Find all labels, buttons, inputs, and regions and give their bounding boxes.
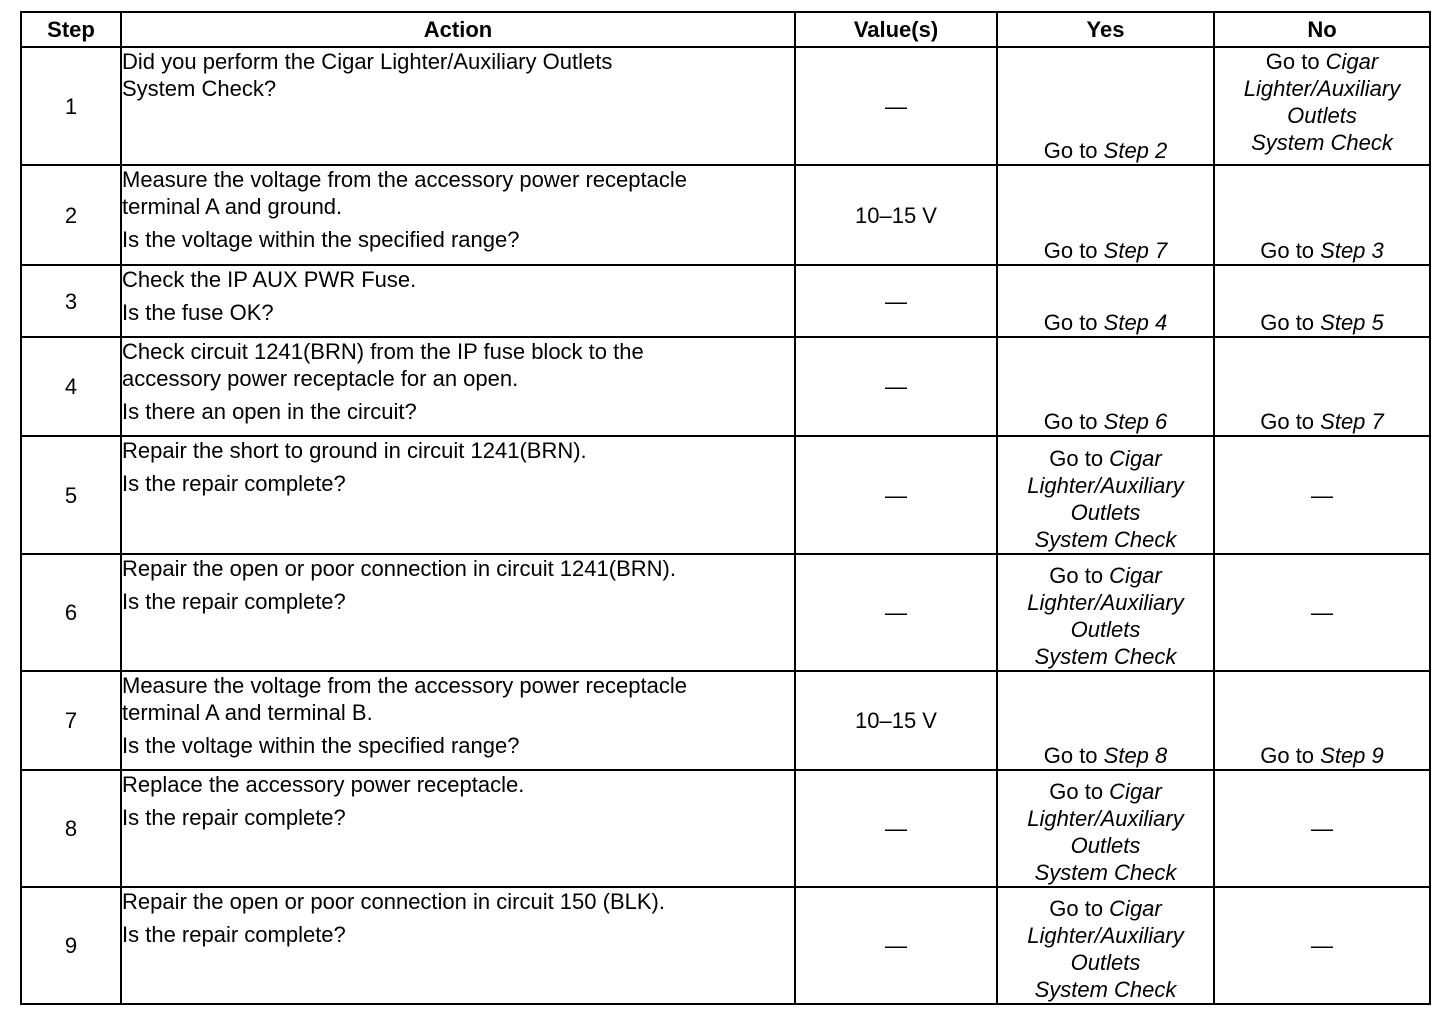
action-line: Check circuit 1241(BRN) from the IP fuse block to the [122,339,644,364]
action-line: Measure the voltage from the accessory power receptacle [122,167,687,192]
yes-target: Step 4 [1103,310,1168,335]
yes-goto-text: Go to [1043,138,1104,163]
header-step: Step [21,12,121,47]
yes-target: Step 6 [1103,409,1168,434]
action-cell [121,554,795,671]
yes-target: Step 7 [1103,238,1168,263]
no-goto-text: Go to [1260,743,1321,768]
yes-cell [997,436,1214,554]
header-yes: Yes [997,12,1214,47]
yes-cell [997,671,1214,770]
no-goto-text: Go to [1265,49,1326,74]
yes-goto-line [998,445,1213,472]
action-cell [121,337,795,436]
value-cell: — [795,436,997,554]
step-number: 4 [21,337,121,436]
header-action: Action [121,12,795,47]
diagnostic-table [20,11,1431,1005]
yes-cell [997,265,1214,337]
yes-cell [997,887,1214,1004]
yes-target: Step 2 [1103,138,1168,163]
yes-goto-line [998,895,1213,922]
yes-target-line: Outlets [1070,500,1141,525]
yes-goto-text: Go to [1049,563,1110,588]
action-question: Is the voltage within the specified range? [122,227,520,252]
yes-cell [997,554,1214,671]
no-cell [1214,47,1430,165]
table-row [21,265,1430,337]
table-row [21,436,1430,554]
step-number: 8 [21,770,121,887]
no-target-line: Lighter/Auxiliary [1243,76,1401,101]
step-number: 3 [21,265,121,337]
yes-goto-text: Go to [1043,409,1104,434]
no-cell: — [1214,436,1430,554]
action-question: Is the fuse OK? [122,300,274,325]
no-cell [1214,265,1430,337]
no-goto-line [1215,48,1429,75]
no-target: Step 5 [1320,310,1384,335]
yes-target-line: System Check [1034,644,1177,669]
yes-target: Cigar [1109,563,1162,588]
action-question: Is the repair complete? [122,589,346,614]
yes-target-line: Outlets [1070,617,1141,642]
value-cell: 10–15 V [795,671,997,770]
step-number: 2 [21,165,121,265]
action-question: Is the repair complete? [122,471,346,496]
action-line: accessory power receptacle for an open. [122,366,519,391]
no-cell [1214,671,1430,770]
yes-target-line: Lighter/Auxiliary [1027,923,1184,948]
yes-target: Step 8 [1103,743,1168,768]
action-question: Is the voltage within the specified range? [122,733,520,758]
value-cell: — [795,47,997,165]
yes-goto-text: Go to [1049,896,1110,921]
yes-goto-text: Go to [1043,310,1104,335]
no-cell: — [1214,887,1430,1004]
header-row [21,12,1430,47]
action-cell [121,770,795,887]
no-target-line: Outlets [1287,103,1357,128]
no-target: Cigar [1325,49,1379,74]
yes-goto-text: Go to [1049,446,1110,471]
step-number: 1 [21,47,121,165]
yes-goto-line [998,778,1213,805]
value-cell: 10–15 V [795,165,997,265]
action-line: Repair the short to ground in circuit 1241(BRN). [122,438,587,463]
step-number: 6 [21,554,121,671]
yes-goto-text: Go to [1043,743,1104,768]
yes-cell [997,47,1214,165]
table-row [21,47,1430,165]
yes-target-line: System Check [1034,977,1177,1002]
no-goto-text: Go to [1260,238,1321,263]
value-cell: — [795,887,997,1004]
action-cell [121,265,795,337]
yes-target-line: Lighter/Auxiliary [1027,590,1184,615]
table-row [21,887,1430,1004]
yes-target-line: System Check [1034,527,1177,552]
action-line: terminal A and terminal B. [122,700,373,725]
step-number: 7 [21,671,121,770]
value-cell: — [795,337,997,436]
no-cell: — [1214,554,1430,671]
no-target-line: System Check [1251,130,1393,155]
table-row [21,165,1430,265]
table-row [21,554,1430,671]
action-line: Check the IP AUX PWR Fuse. [122,267,417,292]
yes-cell [997,770,1214,887]
yes-target: Cigar [1109,446,1162,471]
action-cell [121,165,795,265]
table-body [21,47,1430,1004]
action-line: System Check? [122,76,277,101]
no-cell [1214,165,1430,265]
yes-target-line: System Check [1034,860,1177,885]
action-cell [121,887,795,1004]
yes-target: Cigar [1109,896,1162,921]
action-line: Measure the voltage from the accessory power receptacle [122,673,687,698]
yes-cell [997,337,1214,436]
value-cell: — [795,265,997,337]
step-number: 9 [21,887,121,1004]
action-cell [121,436,795,554]
no-target: Step 9 [1320,743,1384,768]
step-number: 5 [21,436,121,554]
yes-target-line: Lighter/Auxiliary [1027,806,1184,831]
action-question: Is there an open in the circuit? [122,399,417,424]
action-cell [121,47,795,165]
no-target: Step 3 [1320,238,1384,263]
table-row [21,337,1430,436]
action-line: Repair the open or poor connection in circuit 1241(BRN). [122,556,676,581]
action-line: Repair the open or poor connection in circuit 150 (BLK). [122,889,665,914]
action-line: terminal A and ground. [122,194,343,219]
action-line: Did you perform the Cigar Lighter/Auxiliary Outlets [122,49,613,74]
yes-target: Cigar [1109,779,1162,804]
no-goto-text: Go to [1260,409,1321,434]
action-line: Replace the accessory power receptacle. [122,772,525,797]
action-question: Is the repair complete? [122,922,346,947]
yes-cell [997,165,1214,265]
yes-goto-text: Go to [1043,238,1104,263]
no-goto-text: Go to [1260,310,1321,335]
no-target: Step 7 [1320,409,1384,434]
table-row [21,671,1430,770]
yes-target-line: Outlets [1070,833,1141,858]
no-cell [1214,337,1430,436]
yes-target-line: Outlets [1070,950,1141,975]
header-values: Value(s) [795,12,997,47]
table-row [21,770,1430,887]
action-cell [121,671,795,770]
value-cell: — [795,554,997,671]
no-cell: — [1214,770,1430,887]
header-no: No [1214,12,1430,47]
yes-goto-line [998,562,1213,589]
yes-target-line: Lighter/Auxiliary [1027,473,1184,498]
value-cell: — [795,770,997,887]
yes-goto-text: Go to [1049,779,1110,804]
action-question: Is the repair complete? [122,805,346,830]
